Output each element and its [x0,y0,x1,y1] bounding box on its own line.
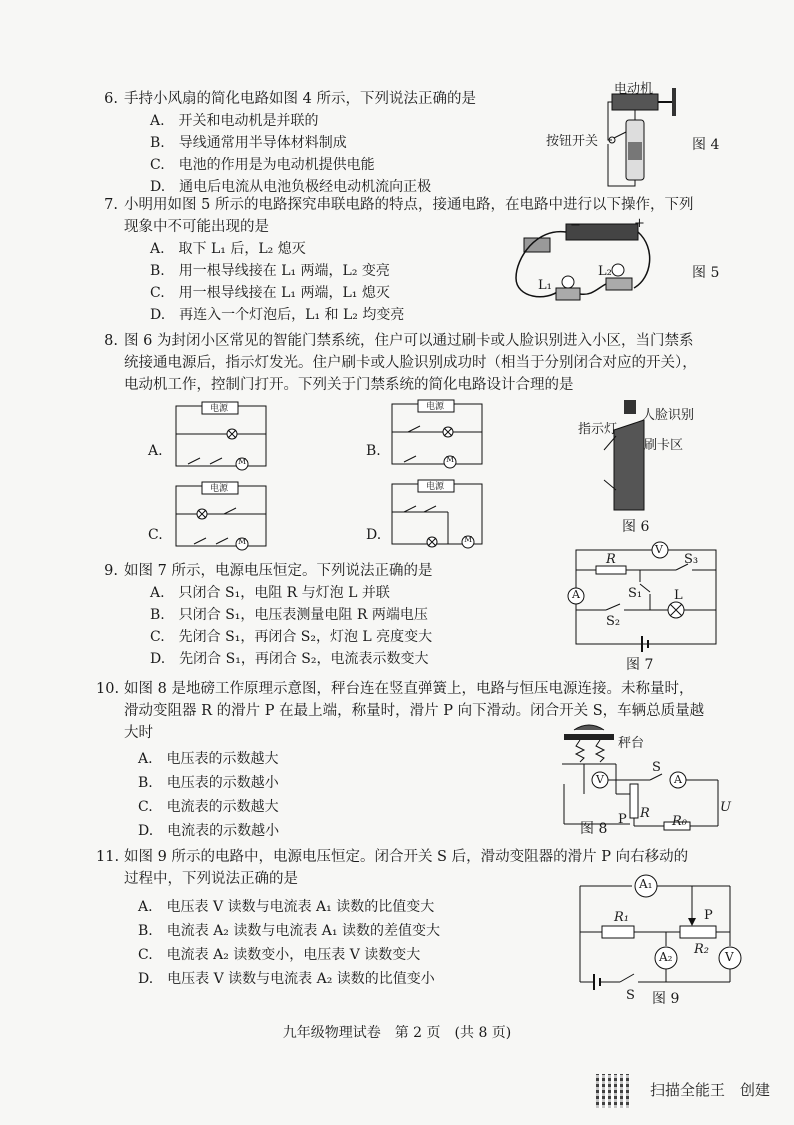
fig8-s-label: S [652,760,661,775]
q9-option-b: B. 只闭合 S₁，电压表测量电阻 R 两端电压 [150,607,428,623]
q10-option-d: D. 电流表的示数越小 [138,823,280,839]
q7-stem: 7. 小明用如图 5 所示的电路探究串联电路的特点，接通电路，在电路中进行以下操作，下列 [104,197,694,213]
figure-9-circuit [570,876,740,996]
fig7-s1-label: S₁ [628,586,643,601]
q6-option-b: B. 导线通常用半导体材料制成 [150,135,347,151]
q6-option-c: C. 电池的作用是为电动机提供电能 [150,157,375,173]
fig8-r0-label: R₀ [672,814,687,829]
q8d-motor-label: M [464,535,473,544]
figure-7-circuit [566,540,726,650]
page-footer: 九年级物理试卷 第 2 页 (共 8 页) [282,1025,512,1041]
fig4-switch-label: 按钮开关 [546,134,599,149]
fig7-l-label: L [674,588,683,603]
q6-option-a: A. 开关和电动机是并联的 [150,113,319,129]
fig6-card-label: 刷卡区 [644,438,684,453]
q11-option-b: B. 电流表 A₂ 读数与电流表 A₁ 读数的差值变大 [138,923,440,939]
fig6-light-label: 指示灯 [578,422,618,437]
q9-option-c: C. 先闭合 S₁，再闭合 S₂，灯泡 L 亮度变大 [150,629,433,645]
q8-option-a: A. [148,443,163,459]
fig5-l1-label: L₁ [538,278,552,293]
fig5-l2-label: L₂ [598,264,612,279]
q7-option-d: D. 再连入一个灯泡后，L₁ 和 L₂ 均变亮 [150,307,405,323]
fig5-caption: 图 5 [692,265,720,281]
fig9-a2-label: A₂ [659,950,673,964]
q10-stem: 10. 如图 8 是地磅工作原理示意图，秤台连在竖直弹簧上，电路与恒压电源连接。未称量时， [96,681,694,697]
q11-option-c: C. 电流表 A₂ 读数变小，电压表 V 读数变大 [138,947,421,963]
q9-option-a: A. 只闭合 S₁，电阻 R 与灯泡 L 并联 [150,585,390,601]
q8b-motor-label: M [446,455,455,464]
fig6-face-label: 人脸识别 [642,408,695,423]
q6-option-d: D. 通电后电流从电池负极经电动机流向正极 [150,179,432,195]
fig9-s-label: S [626,988,635,1003]
fig7-caption: 图 7 [626,657,654,673]
fig5-minus-label: − [570,218,581,233]
fig9-a1-label: A₁ [639,877,653,891]
fig8-caption: 图 8 [580,821,608,837]
fig5-plus-label: + [634,216,645,231]
fig8-u-label: U [720,800,731,815]
q10-option-b: B. 电压表的示数越小 [138,775,279,791]
q8-option-c: C. [148,527,163,543]
figure-5-series-circuit [506,218,656,308]
fig7-a-label: A [572,588,580,601]
q7-option-a: A. 取下 L₁ 后，L₂ 熄灭 [150,241,306,257]
q8-stem: 8. 图 6 为封闭小区常见的智能门禁系统，住户可以通过刷卡或人脸识别进入小区，当门禁系 [104,333,694,349]
fig8-a-label: A [674,773,682,786]
fig8-platform-label: 秤台 [618,736,645,751]
fig9-caption: 图 9 [652,991,680,1007]
q9-option-d: D. 先闭合 S₁，再闭合 S₂，电流表示数变大 [150,651,429,667]
q10-option-c: C. 电流表的示数越大 [138,799,279,815]
fig8-r-label: R [640,806,650,821]
q8d-power-label: 电源 [426,482,445,492]
q10-stem-cont1: 滑动变阻器 R 的滑片 P 在最上端，称量时，滑片 P 向下滑动。闭合开关 S，车辆总质量越 [124,703,705,719]
fig7-s3-label: S₃ [684,552,699,567]
q10-option-a: A. 电压表的示数越大 [138,751,279,767]
fig9-v-label: V [725,950,734,964]
q8b-power-label: 电源 [426,402,445,412]
q8c-power-label: 电源 [210,484,229,494]
q11-option-a: A. 电压表 V 读数与电流表 A₁ 读数的比值变大 [138,899,435,915]
q6-stem: 6. 手持小风扇的简化电路如图 4 所示，下列说法正确的是 [104,91,476,107]
q8-stem-cont1: 统接通电源后，指示灯发光。住户刷卡或人脸识别成功时（相当于分别闭合对应的开关）， [124,355,697,371]
q11-stem: 11. 如图 9 所示的电路中，电源电压恒定。闭合开关 S 后，滑动变阻器的滑片 P 向右移动的 [96,849,689,865]
fig8-p-label: P [618,812,627,827]
q8-option-b: B. [366,443,381,459]
q10-stem-cont2: 大时 [124,725,153,741]
fig6-caption: 图 6 [622,519,650,535]
qr-code-icon [596,1074,630,1108]
q11-stem-cont: 过程中，下列说法正确的是 [124,871,298,887]
fig7-r-label: R [606,552,616,567]
fig4-motor-label: 电动机 [614,82,654,97]
q8a-power-label: 电源 [210,404,229,414]
fig9-r1-label: R₁ [614,910,629,925]
fig7-v-label: V [655,543,663,556]
q8-option-d: D. [366,527,382,543]
fig7-s2-label: S₂ [606,614,621,629]
q8c-motor-label: M [238,537,247,546]
q8a-motor-label: M [238,457,247,466]
q7-option-c: C. 用一根导线接在 L₁ 两端，L₁ 熄灭 [150,285,390,301]
q9-stem: 9. 如图 7 所示，电源电压恒定。下列说法正确的是 [104,563,433,579]
q7-option-b: B. 用一根导线接在 L₁ 两端，L₂ 变亮 [150,263,390,279]
q7-stem-cont: 现象中不可能出现的是 [124,219,269,235]
fig9-p-label: P [704,908,713,923]
q8-stem-cont2: 电动机工作，控制门打开。下列关于门禁系统的简化电路设计合理的是 [124,377,574,393]
fig9-r2-label: R₂ [694,942,709,957]
scanner-watermark: 扫描全能王 创建 [649,1081,770,1099]
q11-option-d: D. 电压表 V 读数与电流表 A₂ 读数的比值变小 [138,971,435,987]
fig8-v-label: V [596,773,604,786]
fig4-caption: 图 4 [692,137,720,153]
